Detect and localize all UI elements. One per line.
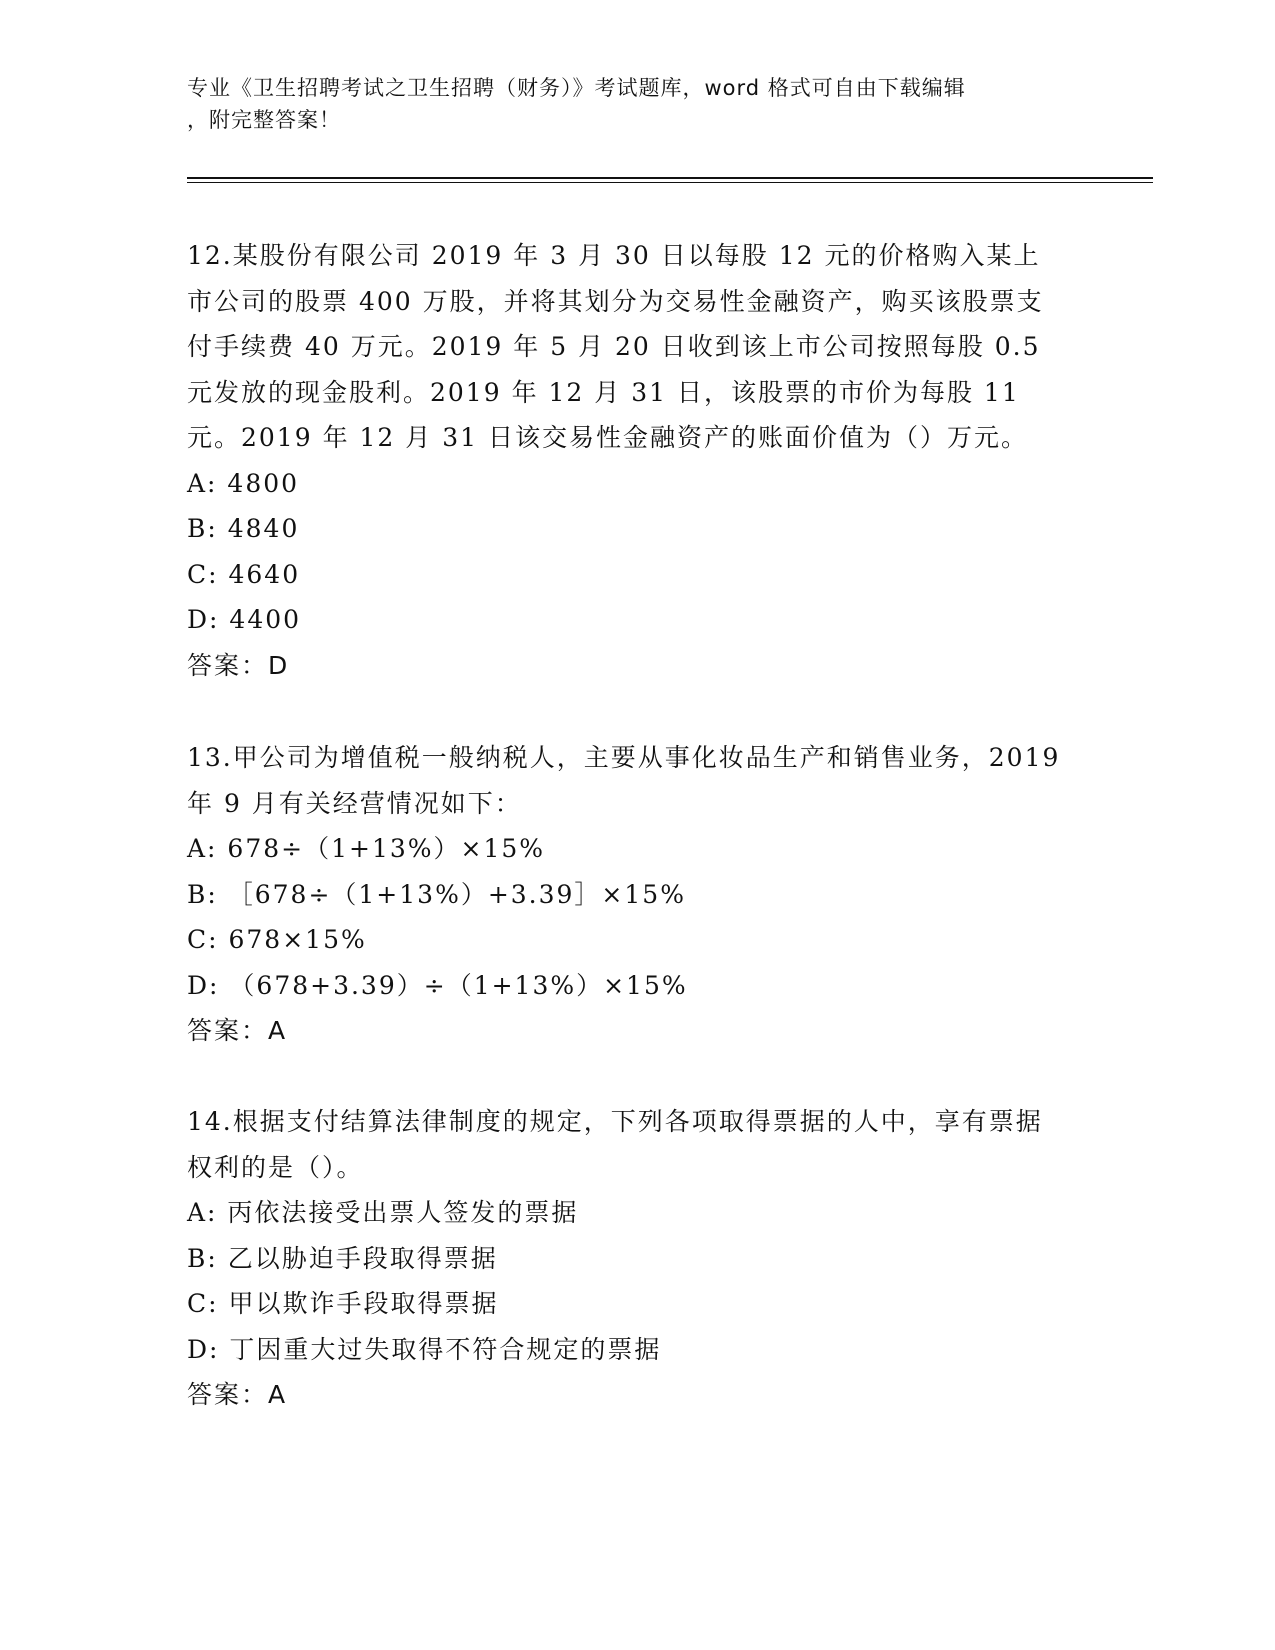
option-c: C: 甲以欺诈手段取得票据 [187, 1289, 499, 1318]
option-d: D: 4400 [187, 605, 302, 634]
option-c: C: 678×15% [187, 925, 367, 954]
option-b: B: ［678÷（1+13%）+3.39］×15% [187, 879, 686, 909]
header-line-1: 专业《卫生招聘考试之卫生招聘（财务）》考试题库，word 格式可自由下载编辑 [187, 76, 966, 100]
answer: 答案：D [187, 650, 290, 680]
document-header [187, 72, 1067, 136]
question-stem: 14.根据支付结算法律制度的规定，下列各项取得票据的人中，享有票据权利的是（）。 [187, 1107, 1043, 1182]
question-13 [187, 735, 1067, 1054]
option-a: A: 丙依法接受出票人签发的票据 [187, 1198, 579, 1227]
header-line-2: ，附完整答案！ [187, 108, 341, 132]
header-divider-bottom [187, 182, 1153, 183]
question-12 [187, 233, 1067, 688]
question-stem: 13.甲公司为增值税一般纳税人，主要从事化妆品生产和销售业务，2019 年 9 月有关经营情况如下： [187, 743, 1061, 818]
question-14 [187, 1099, 1067, 1418]
option-d: D: 丁因重大过失取得不符合规定的票据 [187, 1334, 662, 1364]
option-b: B: 乙以胁迫手段取得票据 [187, 1243, 498, 1273]
option-a: A: 678÷（1+13%）×15% [187, 834, 546, 863]
option-a: A: 4800 [187, 468, 300, 498]
answer: 答案：A [187, 1016, 288, 1045]
option-d: D: （678+3.39）÷（1+13%）×15% [187, 970, 688, 1000]
answer: 答案：A [187, 1380, 288, 1409]
header-divider-top [187, 177, 1153, 179]
option-b: B: 4840 [187, 514, 300, 543]
option-c: C: 4640 [187, 559, 301, 589]
question-stem: 12.某股份有限公司 2019 年 3 月 30 日以每股 12 元的价格购入某上市公司的股票 400 万股，并将其划分为交易性金融资产，购买该股票支付手续费 40 万元。2019 年 5 月 20 日收到该上市公司按照每股 0.5 元发放的现金股利。2019 年 12 月 31 日，该股票的市价为每股 11 元。2019 年 12 月 31 日该交易性金融资产的账面价值为（）万元。 [187, 241, 1044, 452]
